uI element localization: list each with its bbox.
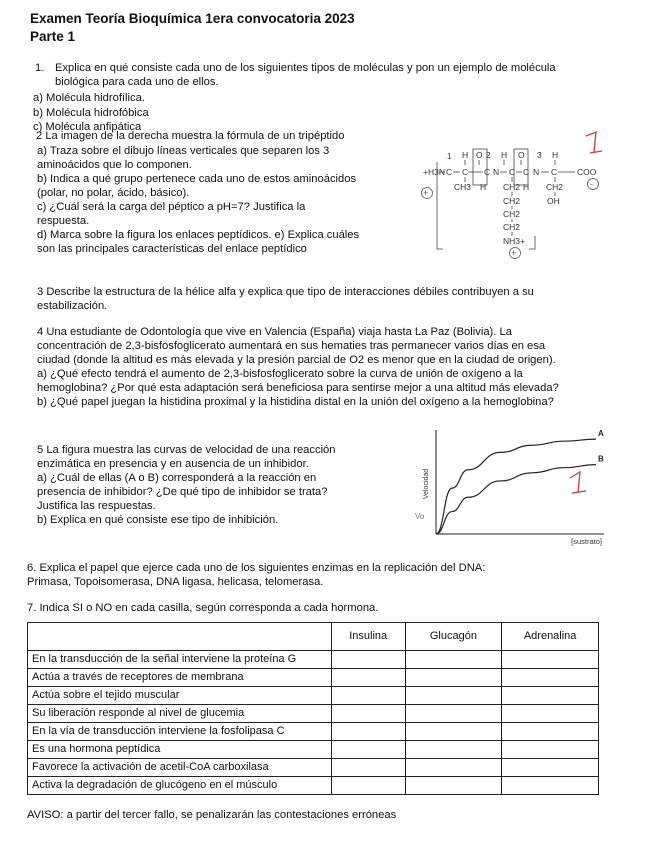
curve-A	[436, 439, 596, 534]
curve-label-A: A	[598, 429, 604, 439]
q7-intro: 7. Indica SI o NO en cada casilla, según corresponda a cada hormona.	[27, 602, 379, 614]
q5-line: b) Explica en qué consiste ese tipo de inhibición.	[37, 514, 279, 526]
tripeptide-formula	[410, 132, 642, 264]
q2-line: son las principales características del enlace peptídico	[37, 243, 307, 255]
q5-line: 5 La figura muestra las curvas de velocidad de una reacción	[37, 444, 336, 456]
answer-cell-adrenalina[interactable]	[502, 651, 599, 669]
side-chain: H	[523, 182, 530, 192]
answer-cell-adrenalina[interactable]	[502, 723, 599, 741]
q3-line1: 3 Describe la estructura de la hélice alfa y explica que tipo de interacciones débiles contribuyen a su	[37, 286, 534, 298]
table-row	[28, 687, 599, 705]
red-handwritten-mark	[570, 472, 586, 493]
formula-number: 1	[447, 151, 452, 161]
answer-cell-insulina[interactable]	[331, 705, 405, 723]
svg-text:N: N	[493, 167, 500, 177]
side-chain: CH2	[546, 182, 564, 192]
q4-text	[37, 325, 559, 409]
q1-text-line1: Explica en qué consiste cada uno de los siguientes tipos de moléculas y pon un ejemplo de molécula	[55, 62, 556, 74]
answer-cell-glucagon[interactable]	[405, 723, 502, 741]
row-label: En la transducción de la señal interviene la proteína G	[28, 651, 332, 669]
formula-charge-mark: -	[590, 179, 593, 189]
answer-cell-adrenalina[interactable]	[502, 759, 599, 777]
q1-text-line2: biológica para cada uno de ellos.	[55, 76, 219, 88]
row-label: Su liberación responde al nivel de glucemia	[28, 705, 332, 723]
exam-part: Parte 1	[30, 29, 76, 44]
answer-cell-adrenalina[interactable]	[502, 705, 599, 723]
side-chain: CH3	[454, 182, 472, 192]
table-row	[28, 777, 599, 795]
q5-line: presencia de inhibidor? ¿De qué tipo de inhibidor se trata?	[37, 486, 328, 498]
side-chain: NH3+	[503, 236, 525, 246]
svg-text:C: C	[484, 167, 491, 177]
q6-line1: 6. Explica el papel que ejerce cada uno de los siguientes enzimas en la replicación del DNA:	[27, 562, 486, 574]
answer-cell-glucagon[interactable]	[405, 741, 502, 759]
exam-title: Examen Teoría Bioquímica 1era convocatoria 2023	[30, 11, 355, 26]
q2-line: a) Traza sobre el dibujo líneas verticales que separen los 3	[37, 145, 330, 157]
answer-cell-glucagon[interactable]	[405, 651, 502, 669]
svg-text:H: H	[552, 150, 559, 160]
column-header-glucagon: Glucagón	[405, 623, 502, 651]
svg-text:C: C	[551, 167, 558, 177]
q5-text	[37, 443, 336, 527]
row-label: Actúa a través de receptores de membrana	[28, 669, 332, 687]
q2-line: respuesta.	[37, 215, 90, 227]
q4-line: 4 Una estudiante de Odontología que vive en Valencia (España) viaja hasta La Paz (Bolivia). La	[37, 326, 512, 338]
q5-line: Justifica las respuestas.	[37, 500, 156, 512]
svg-text:N: N	[533, 167, 540, 177]
table-row	[28, 759, 599, 777]
table-row	[28, 723, 599, 741]
q2-line: aminoácidos que lo componen.	[37, 159, 192, 171]
side-chain: CH2	[503, 182, 521, 192]
side-chain: OH	[547, 196, 560, 206]
svg-text:C: C	[523, 167, 530, 177]
q1-item-a: a) Molécula hidrofílica.	[33, 92, 145, 104]
svg-text:CH2: CH2	[503, 209, 521, 219]
answer-cell-adrenalina[interactable]	[502, 687, 599, 705]
table-row	[28, 741, 599, 759]
answer-cell-glucagon[interactable]	[405, 777, 502, 795]
svg-text:C: C	[509, 167, 516, 177]
curve-label-B: B	[598, 454, 604, 464]
answer-cell-adrenalina[interactable]	[502, 669, 599, 687]
answer-cell-insulina[interactable]	[331, 759, 405, 777]
column-header-adrenalina: Adrenalina	[502, 623, 599, 651]
q2-line: b) Indica a qué grupo pertenece cada uno de estos aminoácidos	[37, 173, 357, 185]
q1-number: 1.	[35, 62, 45, 74]
row-label: Actúa sobre el tejido muscular	[28, 687, 332, 705]
table-row	[28, 651, 599, 669]
q2-intro: 2 La imagen de la derecha muestra la fórmula de un tripéptido	[36, 130, 345, 142]
table-row	[28, 705, 599, 723]
q2-line: d) Marca sobre la figura los enlaces peptídicos. e) Explica cuáles	[37, 229, 360, 241]
column-header-blank	[28, 623, 332, 651]
formula-number: 3	[537, 150, 542, 160]
row-label: Favorece la activación de acetil-CoA carboxilasa	[28, 759, 332, 777]
answer-cell-insulina[interactable]	[331, 741, 405, 759]
q4-line: ciudad (donde la altitud es más elevada y la presión parcial de O2 es menor que en la ciudad de origen).	[37, 354, 556, 366]
q2-text	[37, 144, 359, 256]
svg-text:CH2: CH2	[503, 222, 521, 232]
answer-cell-insulina[interactable]	[331, 777, 405, 795]
x-axis-label: [sustrato]	[571, 537, 602, 546]
answer-cell-adrenalina[interactable]	[502, 741, 599, 759]
row-label: En la vía de transducción interviene la fosfolipasa C	[28, 723, 332, 741]
q5-line: enzimática en presencia y en ausencia de un inhibidor.	[37, 458, 309, 470]
row-label: Activa la degradación de glucógeno en el músculo	[28, 777, 332, 795]
hormone-table	[27, 622, 599, 795]
formula-charge-mark: +	[511, 248, 517, 258]
row-label: Es una hormona peptídica	[28, 741, 332, 759]
answer-cell-adrenalina[interactable]	[502, 777, 599, 795]
svg-text:H: H	[501, 150, 508, 160]
answer-cell-insulina[interactable]	[331, 723, 405, 741]
side-chain: H	[480, 182, 487, 192]
q5-line: a) ¿Cuál de ellas (A o B) corresponderá a la reacción en	[37, 472, 317, 484]
formula-coo: COO	[577, 167, 597, 177]
formula-charge-mark: +	[423, 188, 429, 198]
svg-text:O: O	[476, 150, 483, 160]
vo-annotation: Vo	[415, 512, 425, 521]
column-header-insulina: Insulina	[331, 623, 405, 651]
q4-line: b) ¿Qué papel juegan la histidina proximal y la histidina distal en la unión del oxígeno a la hemoglobina?	[37, 396, 554, 408]
velocity-chart	[415, 424, 610, 548]
formula-h3n: +H3N	[423, 167, 445, 177]
svg-text:CH2: CH2	[503, 196, 521, 206]
formula-number: 2	[486, 150, 491, 160]
answer-cell-insulina[interactable]	[331, 687, 405, 705]
curve-B	[436, 465, 596, 534]
svg-text:H: H	[462, 150, 469, 160]
q6-line2: Primasa, Topoisomerasa, DNA ligasa, helicasa, telomerasa.	[27, 576, 324, 588]
q3-line2: estabilización.	[37, 300, 108, 312]
q4-line: hemoglobina? ¿Por qué esta adaptación será beneficiosa para sentirse mejor a una altitud más elevada?	[37, 382, 559, 394]
answer-cell-glucagon[interactable]	[405, 759, 502, 777]
table-row	[28, 669, 599, 687]
answer-cell-glucagon[interactable]	[405, 705, 502, 723]
answer-cell-insulina[interactable]	[331, 669, 405, 687]
svg-text:O: O	[518, 150, 525, 160]
table-header-row	[28, 623, 599, 651]
red-handwritten-mark	[586, 132, 602, 153]
q2-line: (polar, no polar, ácido, básico).	[37, 187, 190, 199]
answer-cell-glucagon[interactable]	[405, 669, 502, 687]
answer-cell-insulina[interactable]	[331, 651, 405, 669]
q1-item-c: c) Molécula anfipática	[33, 121, 142, 133]
q4-line: a) ¿Qué efecto tendrá el aumento de 2,3-bisfosfoglicerato sobre la curva de unión de oxígeno a la	[37, 368, 523, 380]
q4-line: concentración de 2,3-bisfosfoglicerato aumentará en sus hematies tras permanecer varios días en esa	[37, 340, 546, 352]
q1-item-b: b) Molécula hidrofóbica	[33, 107, 149, 119]
answer-cell-glucagon[interactable]	[405, 687, 502, 705]
q2-line: c) ¿Cuál será la carga del péptico a pH=7? Justifica la	[37, 201, 306, 213]
svg-text:C: C	[446, 167, 453, 177]
penalty-notice: AVISO: a partir del tercer fallo, se penalizarán las contestaciones erróneas	[27, 809, 397, 821]
y-axis-label: Velocidad	[423, 468, 430, 500]
svg-text:C: C	[462, 167, 469, 177]
